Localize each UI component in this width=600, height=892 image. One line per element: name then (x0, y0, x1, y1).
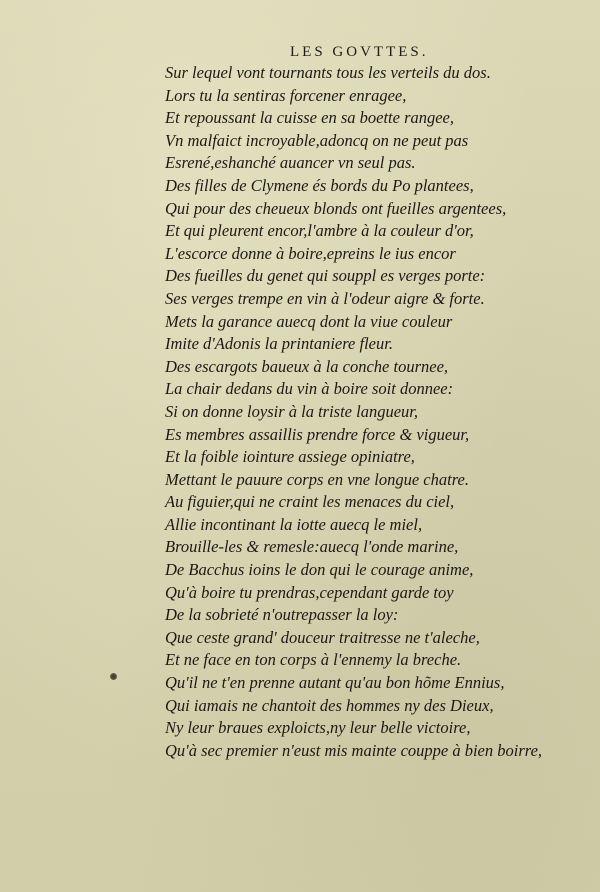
verse-line: Si on donne loysir à la triste langueur, (165, 401, 418, 421)
verse-line: Et la foible iointure assiege opiniatre, (165, 447, 415, 467)
running-head: LES GOVTTES. (290, 44, 429, 60)
verse-line: Des filles de Clymene és bords du Po plantees, (165, 175, 474, 195)
verse-line: De Bacchus ioins le don qui le courage anime, (165, 560, 474, 580)
verse-line: Esrené,eshanché auancer vn seul pas. (165, 153, 416, 173)
verse-line: Ses verges trempe en vin à l'odeur aigre & forte. (165, 288, 485, 308)
verse-line: De la sobrieté n'outrepasser la loy: (165, 605, 399, 625)
ink-spot (110, 673, 117, 680)
verse-line: Qu'à sec premier n'eust mis mainte couppe à bien boirre, (165, 740, 543, 760)
verse-line: La chair dedans du vin à boire soit donnee: (165, 379, 454, 399)
verse-line: Mets la garance auecq dont la viue couleur (165, 311, 453, 331)
verse-line: Sur lequel vont tournants tous les verteils du dos. (165, 63, 491, 82)
poem-verses (165, 62, 542, 762)
verse-line: Lors tu la sentiras forcener enragee, (165, 85, 407, 105)
verse-line: Que ceste grand' douceur traitresse ne t'aleche, (165, 627, 480, 647)
verse-line: Mettant le pauure corps en vne longue chatre. (165, 469, 469, 489)
verse-line: Imite d'Adonis la printaniere fleur. (165, 334, 393, 354)
verse-line: Qu'à boire tu prendras,cependant garde toy (165, 582, 454, 602)
verse-line: Allie incontinant la iotte auecq le miel, (165, 514, 423, 534)
verse-line: Et repoussant la cuisse en sa boette rangee, (165, 108, 455, 128)
verse-line: Brouille-les & remesle:auecq l'onde marine, (165, 537, 459, 557)
verse-line: Et qui pleurent encor,l'ambre à la couleur d'or, (165, 221, 474, 241)
verse-line: Et ne face en ton corps à l'ennemy la breche. (165, 650, 462, 670)
verse-line: Des fueilles du genet qui souppl es verges porte: (165, 266, 486, 286)
verse-line: Qui pour des cheueux blonds ont fueilles argentees, (165, 198, 507, 218)
verse-line: Qu'il ne t'en prenne autant qu'au bon hõme Ennius, (165, 673, 505, 693)
verse-line: L'escorce donne à boire,epreins le ius encor (165, 243, 456, 263)
verse-line: Qui iamais ne chantoit des hommes ny des Dieux, (165, 695, 494, 715)
verse-line: Vn malfaict incroyable,adoncq on ne peut pas (165, 130, 469, 150)
verse-line: Es membres assaillis prendre force & vigueur, (165, 424, 470, 444)
verse-line: Ny leur braues exploicts,ny leur belle victoire, (165, 718, 471, 738)
verse-line: Des escargots baueux à la conche tournee, (165, 356, 449, 376)
verse-line: Au figuier,qui ne craint les menaces du ciel, (165, 492, 455, 512)
